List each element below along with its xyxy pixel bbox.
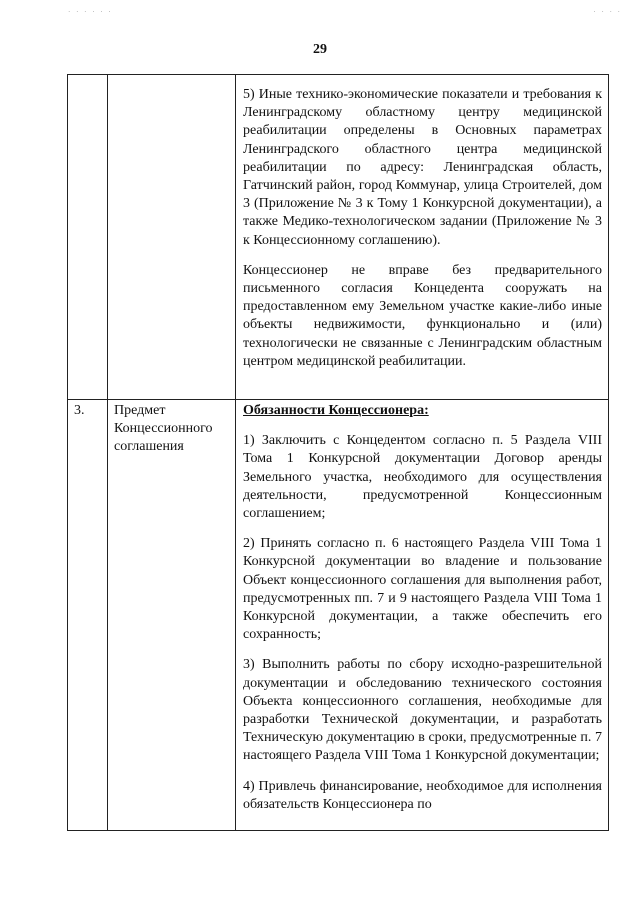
row-content-cell xyxy=(236,400,609,831)
section-heading: Обязанности Концессионера: xyxy=(243,403,429,418)
row-number: 3. xyxy=(74,403,85,418)
paragraph: Концессионер не вправе без предварительного письменного согласия Концедента сооружать на предоставленном ему Земельном участке какие-либо иные объекты недвижимости, функционально и (или) технологически не связанные с Ленинградским областным центром медицинской реабилитации. xyxy=(243,262,602,369)
page-number: 29 xyxy=(313,42,327,57)
row-content-cell xyxy=(236,75,609,400)
row-subject-cell xyxy=(108,75,236,400)
document-table xyxy=(67,74,609,831)
table-row xyxy=(68,75,609,400)
paragraph: 5) Иные технико-экономические показатели и требования к Ленинградскому областному центру медицинской реабилитации определены в Основных параметрах Ленинградского областного центра медицинской реабилитации по адресу: Ленинградская область, Гатчинский район, город Коммунар, улица Строителей, дом 3 (Приложение № 3 к Тому 1 Конкурсной документации), а также Медико-технологическом задании (Приложение № 3 к Концессионному соглашению). xyxy=(243,87,602,248)
row-number-cell xyxy=(68,400,108,831)
row-number-cell xyxy=(68,75,108,400)
row-subject-cell xyxy=(108,400,236,831)
table-row xyxy=(68,400,609,831)
scan-artifact-left: · · · · · · xyxy=(68,8,113,16)
paragraph: 1) Заключить с Концедентом согласно п. 5 Раздела VIII Тома 1 Конкурсной документации Договор аренды Земельного участка, необходимого для осуществления деятельности, предусмотренной Концессионным соглашением; xyxy=(243,433,602,522)
paragraph: 3) Выполнить работы по сбору исходно-разрешительной документации и обследованию технического состояния Объекта концессионного соглашения, необходимые для разработки Технической документации, и разработать Техническую документацию в сроки, предусмотренные п. 7 настоящего Раздела VIII Тома 1 Конкурсной документации; xyxy=(243,657,602,764)
paragraph: 2) Принять согласно п. 6 настоящего Раздела VIII Тома 1 Конкурсной документации во владение и пользование Объект концессионного соглашения для выполнения работ, предусмотренных пп. 7 и 9 настоящего Раздела VIII Тома 1 Конкурсной документации, а также обеспечить его сохранность; xyxy=(243,536,602,643)
paragraph: 4) Привлечь финансирование, необходимое для исполнения обязательств Концессионера по xyxy=(243,778,602,812)
row-subject: Предмет Концессионного соглашения xyxy=(114,403,213,455)
scan-artifact-right: · · · · xyxy=(593,8,622,16)
